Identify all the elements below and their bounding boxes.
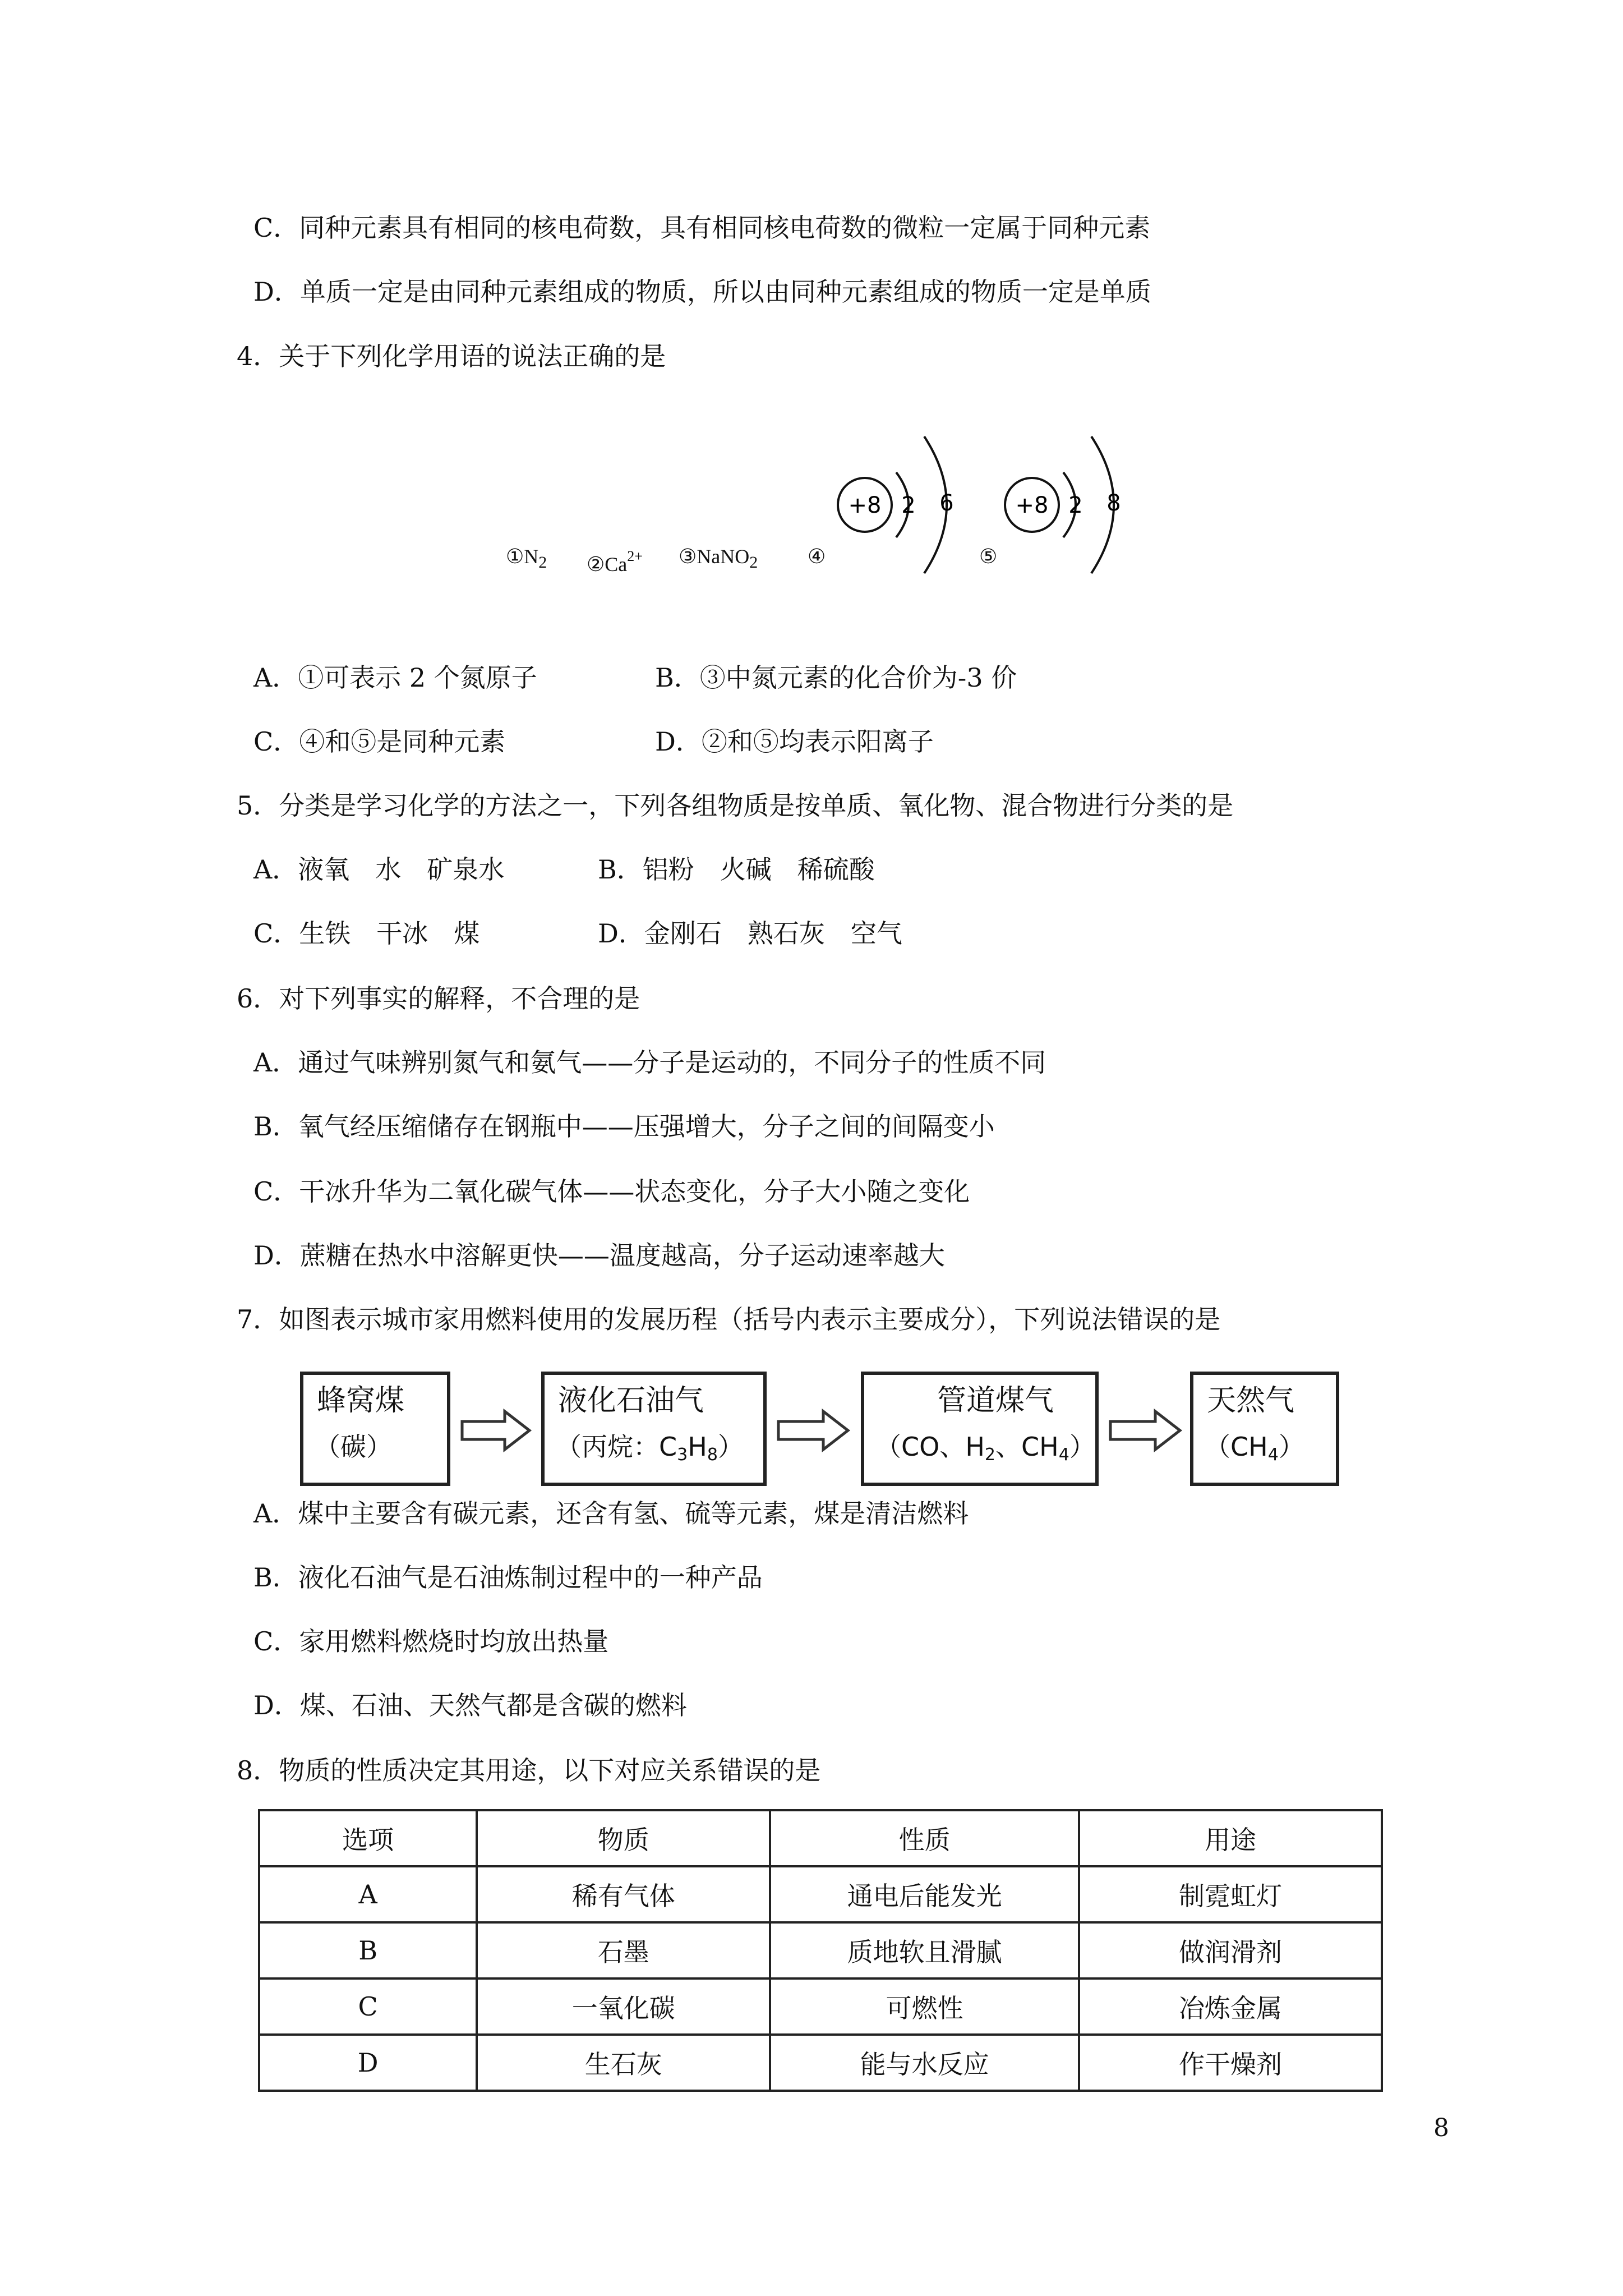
q7-option-c: C．家用燃料燃烧时均放出热量 <box>253 1626 609 1657</box>
table-header-cell: 性质 <box>770 1810 1079 1866</box>
table-cell: C <box>259 1978 477 2035</box>
flow-arrow-1 <box>460 1408 533 1453</box>
q6-option-d: D．蔗糖在热水中溶解更快——温度越高，分子运动速率越大 <box>253 1240 945 1271</box>
flow-box-4-name: 天然气 <box>1207 1384 1295 1418</box>
table-cell: 石墨 <box>477 1922 770 1978</box>
table-cell: 作干燥剂 <box>1079 2035 1382 2091</box>
table-header-cell: 物质 <box>477 1810 770 1866</box>
symbol-n2: $①N_2$ <box>506 545 547 572</box>
flow-box-lpg <box>541 1372 767 1486</box>
atom-diagram-4 <box>838 436 954 573</box>
flow-box-4-composition: $(CH_4)$ <box>1205 1432 1304 1465</box>
flow-box-2-composition: （丙烷：$C_3H_8$） <box>556 1432 744 1465</box>
table-cell: 通电后能发光 <box>770 1866 1079 1922</box>
table-cell: 可燃性 <box>770 1978 1079 2035</box>
shell-5-electrons-1: 2 <box>1068 493 1083 518</box>
q5-option-a: A．液氧 水 矿泉水 <box>253 854 505 885</box>
table-cell: 冶炼金属 <box>1079 1978 1382 2035</box>
q7-stem: 7．如图表示城市家用燃料使用的发展历程（括号内表示主要成分），下列说法错误的是 <box>237 1304 1221 1335</box>
q4-option-d: D．②和⑤均表示阳离子 <box>655 726 934 757</box>
properties-table <box>258 1809 1383 2092</box>
flow-arrow-3 <box>1108 1408 1184 1453</box>
q5-option-b: B．铝粉 火碱 稀硫酸 <box>598 854 875 885</box>
table-header-cell: 用途 <box>1079 1810 1382 1866</box>
table-row <box>259 1866 1382 1922</box>
q3-option-c: C．同种元素具有相同的核电荷数，具有相同核电荷数的微粒一定属于同种元素 <box>253 213 1151 243</box>
q8-stem: 8．物质的性质决定其用途，以下对应关系错误的是 <box>237 1755 821 1786</box>
symbol-ca-ion: $②Ca^{2+}$ <box>587 548 643 576</box>
shell-5-electrons-2: 8 <box>1106 490 1121 516</box>
table-cell: 能与水反应 <box>770 2035 1079 2091</box>
nucleus-5-charge: +8 <box>1015 493 1049 518</box>
flow-arrow-2 <box>776 1408 852 1453</box>
shell-4-electrons-2: 6 <box>939 490 954 516</box>
symbol-4-label: ④ <box>808 545 826 568</box>
table-header-row <box>259 1810 1382 1866</box>
table-header-cell: 选项 <box>259 1810 477 1866</box>
atom-diagram-5 <box>1005 436 1121 573</box>
q4-option-a: A．①可表示 2 个氮原子 <box>253 662 537 693</box>
table-cell: A <box>259 1866 477 1922</box>
flow-box-2-name: 液化石油气 <box>558 1384 704 1418</box>
q5-option-d: D．金刚石 熟石灰 空气 <box>598 918 902 949</box>
q7-option-a: A．煤中主要含有碳元素，还含有氢、硫等元素，煤是清洁燃料 <box>253 1498 969 1529</box>
table-row <box>259 1978 1382 2035</box>
q6-option-c: C．干冰升华为二氧化碳气体——状态变化，分子大小随之变化 <box>253 1176 970 1207</box>
q7-option-b: B．液化石油气是石油炼制过程中的一种产品 <box>253 1562 763 1593</box>
flow-box-honeycomb-coal <box>300 1372 450 1486</box>
symbol-5-label: ⑤ <box>979 545 998 568</box>
table-cell: 制霓虹灯 <box>1079 1866 1382 1922</box>
symbol-nano2: ③NaNO$_2$ <box>679 545 758 572</box>
q4-option-b: B．③中氮元素的化合价为-3 价 <box>655 662 1017 693</box>
q6-option-a: A．通过气味辨别氮气和氨气——分子是运动的，不同分子的性质不同 <box>253 1047 1046 1078</box>
q3-option-d: D．单质一定是由同种元素组成的物质，所以由同种元素组成的物质一定是单质 <box>253 277 1151 307</box>
q7-option-d: D．煤、石油、天然气都是含碳的燃料 <box>253 1690 687 1720</box>
table-cell: 稀有气体 <box>477 1866 770 1922</box>
table-row <box>259 2035 1382 2091</box>
q5-stem: 5．分类是学习化学的方法之一，下列各组物质是按单质、氧化物、混合物进行分类的是 <box>237 790 1234 821</box>
flow-box-1-composition: （碳） <box>315 1432 392 1462</box>
table-row <box>259 1922 1382 1978</box>
flow-box-3-name: 管道煤气 <box>937 1384 1054 1418</box>
q5-option-c: C．生铁 干冰 煤 <box>253 918 480 949</box>
table-cell: B <box>259 1922 477 1978</box>
page-number: 8 <box>1433 2114 1449 2142</box>
table-cell: 一氧化碳 <box>477 1978 770 2035</box>
shell-4-electrons-1: 2 <box>901 493 916 518</box>
table-cell: D <box>259 2035 477 2091</box>
q6-option-b: B．氧气经压缩储存在钢瓶中——压强增大，分子之间的间隔变小 <box>253 1111 995 1142</box>
q6-stem: 6．对下列事实的解释，不合理的是 <box>237 983 640 1014</box>
nucleus-4-charge: +8 <box>848 493 882 518</box>
flow-box-pipeline-gas <box>861 1372 1099 1486</box>
table-cell: 做润滑剂 <box>1079 1922 1382 1978</box>
table-cell: 生石灰 <box>477 2035 770 2091</box>
atom-structure-diagrams <box>824 426 1138 600</box>
q4-option-c: C．④和⑤是同种元素 <box>253 726 506 757</box>
q4-stem: 4．关于下列化学用语的说法正确的是 <box>237 341 666 371</box>
flow-box-3-composition: （CO、$H_2$、$CH_4$） <box>875 1432 1095 1465</box>
flow-box-1-name: 蜂窝煤 <box>317 1384 405 1418</box>
flow-box-natural-gas <box>1190 1372 1339 1486</box>
table-cell: 质地软且滑腻 <box>770 1922 1079 1978</box>
